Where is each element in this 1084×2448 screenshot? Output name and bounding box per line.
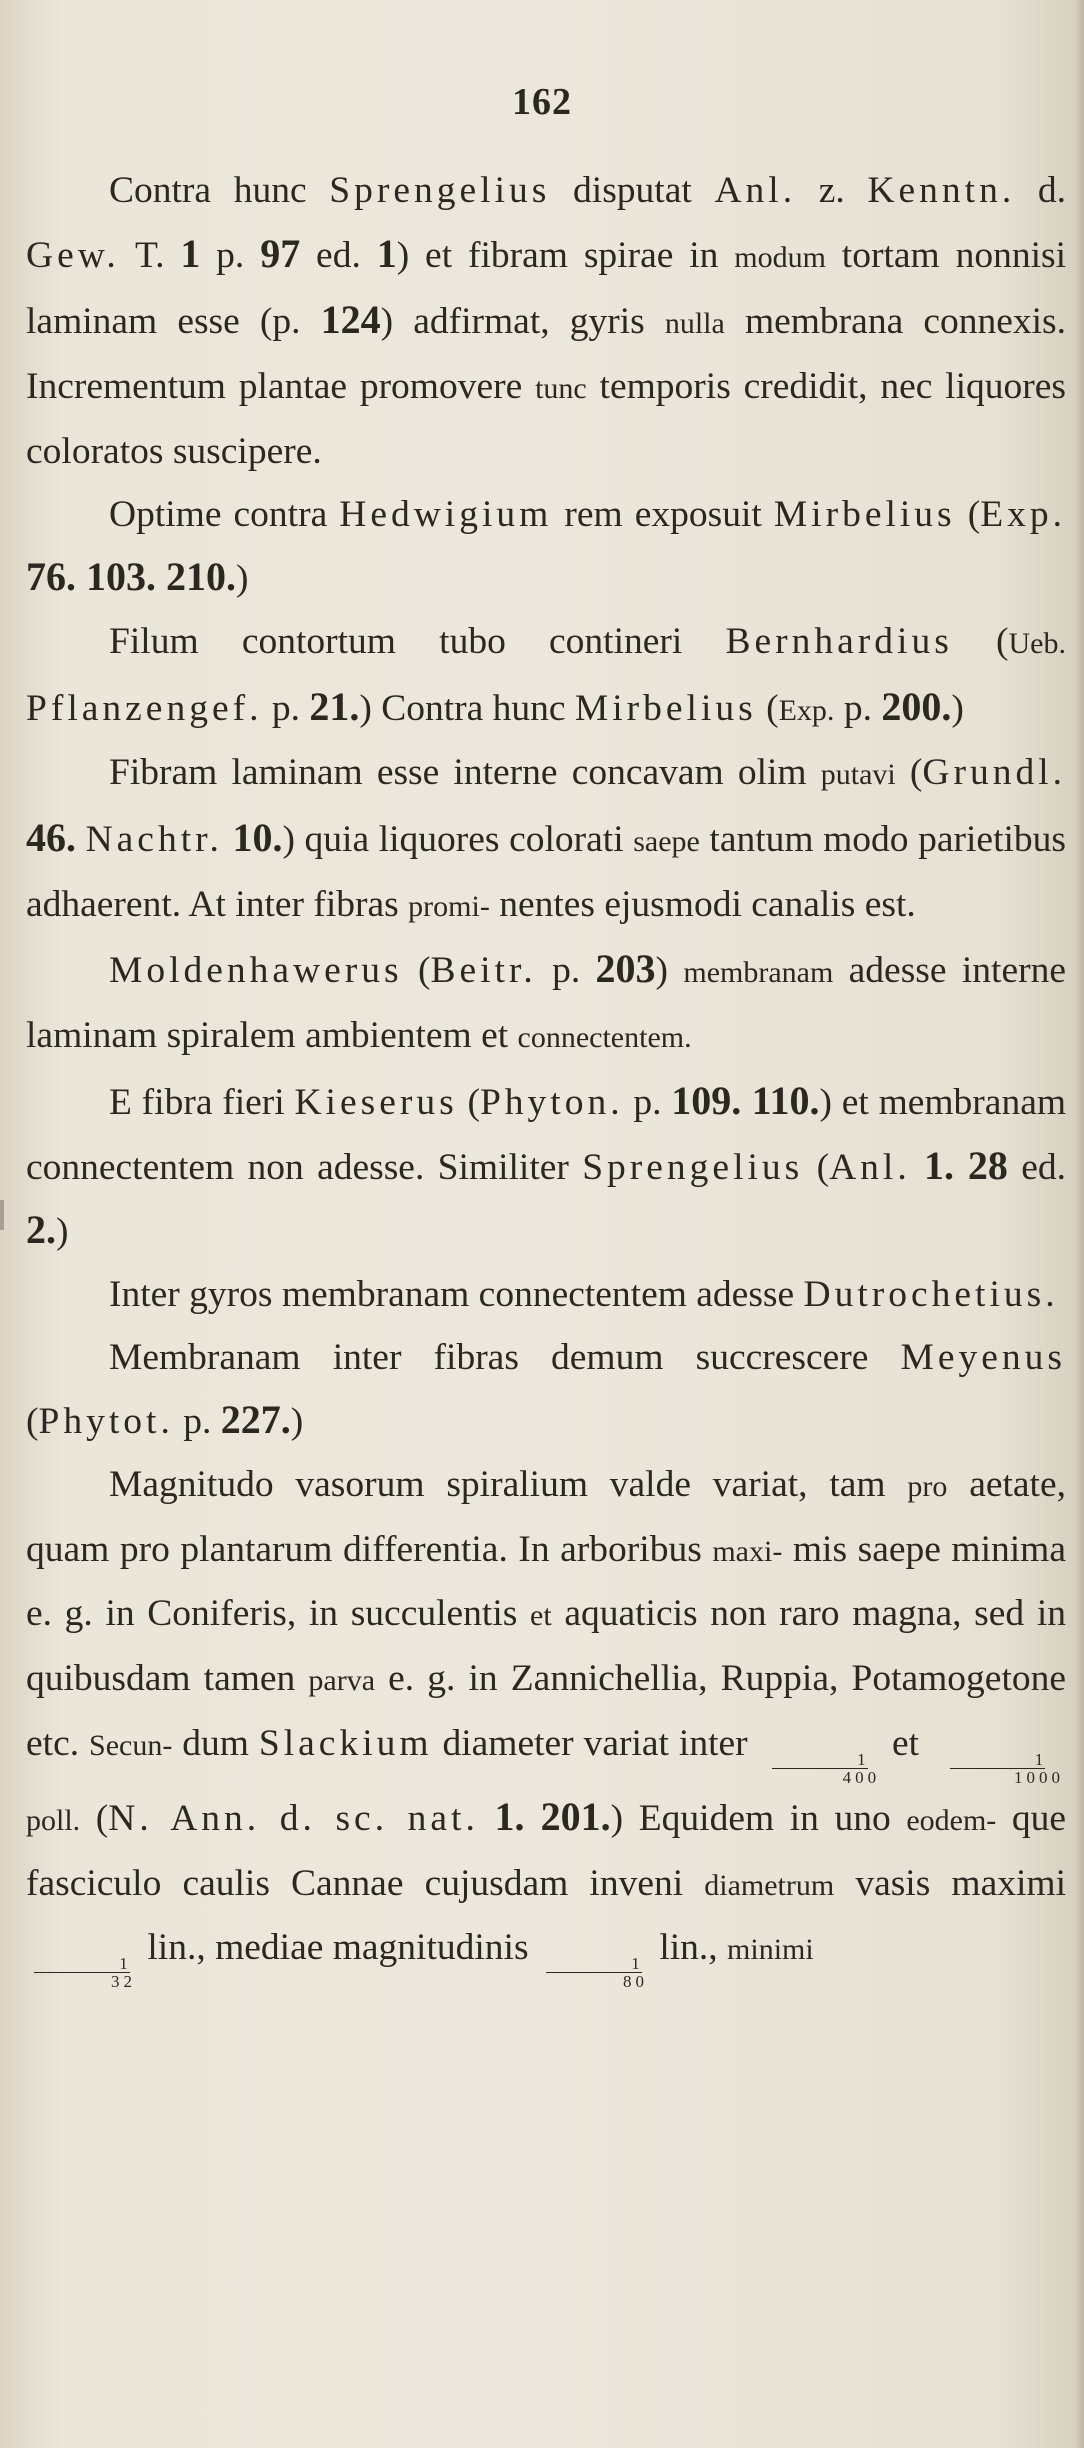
text-run: ) Contra hunc [359,687,575,729]
author-or-title: N. Ann. d. sc. nat. [108,1797,479,1839]
text-run: d. [1015,170,1067,211]
text-run: p. [536,950,596,992]
author-or-title: Exp. [980,493,1066,535]
text-run: Optime contra [109,493,340,535]
author-or-title: Beitr. [430,950,537,992]
reference-number: 203 [595,946,656,992]
reference-number: 76. 103. 210. [26,554,236,600]
text-run: Inter gyros membranam connectentem adesse [109,1273,804,1315]
text-run: tortam nonnisi laminam esse (p. [26,234,1066,343]
text-run: disputat [550,170,715,211]
text-run: ( [895,752,923,794]
text-run: ( [80,1797,109,1839]
author-or-title: Sprengelius [329,170,551,211]
author-or-title: Mirbelius [574,687,757,729]
text-run: Contra hunc [109,170,330,211]
reference-number: 10. [232,815,283,861]
text-run: ( [803,1146,830,1188]
text-run: ed. [300,234,377,276]
author-or-title: Mirbelius [773,493,956,535]
text-run: ) [290,1401,304,1443]
text-run: Magnitudo vasorum spiralium valde variat, tam [109,1464,908,1506]
text-run: p. [200,234,261,276]
author-or-title: Moldenhawerus [109,950,403,992]
text-run: ) [236,558,249,600]
paragraph [26,611,1066,742]
fraction-numerator: 1 [34,1955,130,1973]
paragraph [26,484,1066,611]
text-run: mis saepe minima e. g. in Coniferis, in succulentis [26,1528,1066,1635]
text-run: E fibra fieri [109,1081,295,1123]
author-or-title: Grundl. [922,752,1066,794]
text-run: lin., [649,1927,728,1969]
text-run: aetate, quam pro plantarum differentia. In arboribus [26,1464,1066,1570]
text-run [479,1798,495,1839]
author-or-title: Bernhardius [725,620,953,662]
text-run: aquaticis non raro magna, sed in quibusdam tamen [26,1593,1066,1700]
fraction-numerator: 1 [546,1955,642,1973]
author-or-title: Slackium [258,1722,433,1764]
text-run: p. [834,687,882,729]
text-run: ( [402,950,431,992]
reference-number: 46. [26,815,76,861]
text-run: ) quia liquores colorati [282,819,634,861]
fraction-denominator: 80 [622,1972,648,1992]
text-run: et [882,1722,929,1764]
text-run: . [1045,1273,1055,1315]
text-run: membrana connexis. Incrementum plantae promovere [26,301,1066,408]
fraction [760,1751,881,1786]
author-or-title: Meyenus [900,1336,1066,1378]
fraction-denominator: 400 [842,1767,881,1787]
author-or-title: Nachtr. [85,819,223,861]
text-run: modum [734,240,826,274]
paragraph [26,742,1066,938]
text-run: pro [907,1470,948,1504]
text-run: minimi [727,1933,814,1967]
fraction [931,1751,1064,1786]
reference-number: 1 [376,230,397,276]
text-run: Membranam inter fibras demum succrescere [109,1336,901,1378]
text-run [76,819,86,860]
reference-number: 109. 110. [671,1077,820,1123]
text-run: et [530,1599,552,1633]
text-run: parva [308,1664,376,1698]
text-run [223,819,233,860]
author-or-title: Dutrochetius [803,1273,1046,1315]
text-run: p. [173,1401,221,1443]
text-run: Fibram laminam esse interne concavam olim [109,752,821,794]
fraction-denominator: 32 [111,1972,136,1992]
reference-number: 200. [881,683,952,729]
reference-number: 1 [180,230,201,276]
fraction-denominator: 1000 [1014,1767,1064,1787]
text-run: ) et membranam connectentem non adesse. Similiter [26,1081,1067,1188]
text-run: que fasciculo caulis Cannae cujusdam inveni [26,1797,1067,1904]
author-or-title: Anl. [829,1146,911,1188]
text-run: saepe [633,825,700,859]
text-run: ) [951,687,964,729]
author-or-title: Kieserus [294,1081,458,1123]
text-run: z. [796,170,868,211]
text-run: rem exposuit [552,493,774,535]
text-run: connectentem. [517,1021,692,1055]
text-run: Ueb. [1008,626,1066,660]
text-run: nentes ejusmodi canalis est. [489,883,916,925]
text-run: ) [655,950,684,992]
fraction-numerator: 1 [772,1751,868,1769]
text-run: e. g. in Zannichellia, Ruppia, Potamogetone etc. [26,1658,1067,1764]
paragraph [26,1264,1066,1327]
text-run: promi- [408,889,490,923]
text-run: Exp. [778,693,835,727]
text-run: ( [955,493,981,535]
reference-number: 2. [26,1207,56,1253]
text-run: putavi [820,758,896,792]
text-run [911,1147,924,1188]
text-run: ( [457,1081,480,1123]
text-run: membranam [683,956,834,990]
text-run: tantum modo parietibus adhaerent. At inter fibras [26,819,1066,925]
text-run: T. [119,234,181,276]
paragraph [26,1070,1066,1264]
paragraph [26,938,1066,1069]
text-run: nulla [664,307,725,341]
text-run: ed. [1007,1146,1067,1188]
text-run: ) [56,1211,69,1253]
paragraph [26,1327,1066,1454]
paragraph [26,1454,1066,1990]
reference-number: 124 [320,297,381,343]
reference-number: 1. 28 [924,1142,1008,1188]
text-run: dum [172,1722,259,1764]
text-run: lin., mediae magnitudinis [138,1927,538,1969]
page-edge [1076,0,1084,2448]
text-run: adesse interne laminam spiralem ambientem et [26,950,1066,1057]
body-text [26,160,1066,1990]
paragraph [26,160,1066,484]
author-or-title: Anl. [714,170,797,211]
reference-number: 1. 201. [494,1793,611,1839]
text-run: ( [26,1401,39,1443]
text-run: Filum contortum tubo contineri [109,620,726,662]
author-or-title: Hedwigium [339,493,553,535]
text-run: ) Equidem in uno [610,1797,907,1839]
author-or-title: Phytot. [38,1401,174,1443]
text-run: vasis maximi [834,1862,1066,1904]
author-or-title: Gew. [26,234,120,276]
text-run: diametrum [704,1868,835,1902]
fraction-numerator: 1 [950,1751,1046,1769]
text-run: eodem- [906,1803,997,1837]
text-run: ) et fibram spirae in [396,234,735,276]
text-run: diameter variat inter [432,1722,758,1764]
text-run: ( [952,620,1009,662]
reference-number: 227. [220,1397,291,1443]
fraction [540,1955,648,1990]
author-or-title: Kenntn. [867,170,1016,211]
text-run: p. [262,687,310,729]
author-or-title: Pflanzengef. [26,687,263,729]
text-run: p. [623,1081,672,1123]
reference-number: 97 [260,230,301,276]
page-number: 162 [512,81,572,123]
text-run: maxi- [712,1534,783,1568]
author-or-title: Sprengelius [582,1146,804,1188]
text-run: tunc [535,372,587,406]
fraction [28,1955,136,1990]
reference-number: 21. [309,683,360,729]
text-run: poll. [26,1803,81,1837]
margin-mark [0,1200,4,1230]
text-run: ( [756,687,779,729]
text-run: ) adfirmat, gyris [380,301,665,343]
author-or-title: Phyton. [479,1081,624,1123]
text-run: temporis credidit, nec liquores coloratos suscipere. [26,366,1066,472]
text-run: Secun- [89,1728,173,1762]
